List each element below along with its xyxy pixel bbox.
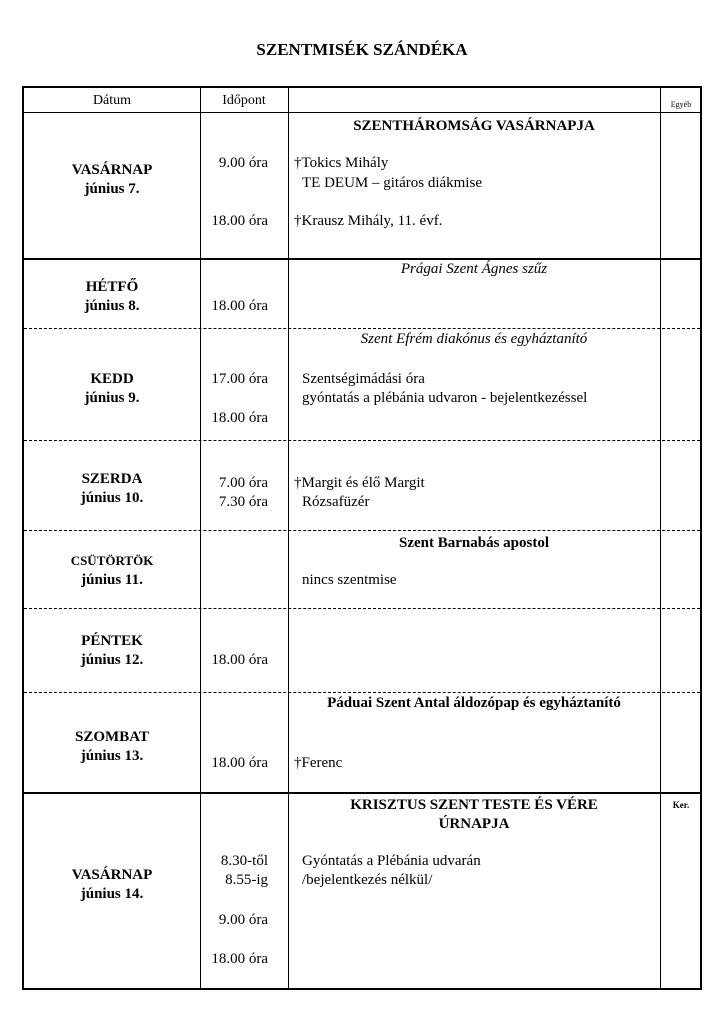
day-name: VASÁRNAP: [71, 867, 153, 883]
day-date: június 14.: [80, 886, 144, 902]
day-date: június 12.: [80, 652, 144, 668]
feast-title: Szent Efrém diakónus és egyháztanító: [360, 331, 588, 347]
day-name: KEDD: [90, 371, 134, 387]
day-date: június 13.: [80, 748, 144, 764]
feast-title-line2: ÚRNAPJA: [438, 816, 510, 832]
mass-time: 18.00 óra: [211, 755, 268, 771]
day-date: június 7.: [84, 181, 140, 197]
mass-time: 18.00 óra: [211, 213, 268, 229]
day-name: PÉNTEK: [81, 633, 143, 649]
mass-intention: †Krausz Mihály, 11. évf.: [294, 213, 443, 229]
mass-note: Gyóntatás a Plébánia udvarán: [302, 853, 481, 869]
feast-title: Szent Barnabás apostol: [398, 535, 550, 551]
mass-time: 18.00 óra: [211, 298, 268, 314]
row-divider: [24, 608, 700, 609]
day-name: SZOMBAT: [75, 729, 149, 745]
day-name: VASÁRNAP: [71, 162, 153, 178]
day-date: június 8.: [84, 298, 140, 314]
row-divider: [24, 792, 700, 794]
row-divider: [24, 692, 700, 693]
mass-intention: Szentségimádási óra: [302, 371, 425, 387]
row-divider: [24, 440, 700, 441]
mass-time: 8.55-ig: [225, 872, 268, 888]
mass-time: 8.30-től: [220, 853, 268, 869]
feast-title: KRISZTUS SZENT TESTE ÉS VÉRE: [350, 797, 598, 813]
mass-time: 18.00 óra: [211, 652, 268, 668]
feast-title: Páduai Szent Antal áldozópap és egyháztanító: [327, 695, 621, 711]
col-divider-other: [660, 88, 661, 988]
mass-intention: †Ferenc: [294, 755, 343, 771]
mass-time: 7.30 óra: [218, 494, 268, 510]
row-divider: [24, 530, 700, 531]
mass-time: 7.00 óra: [218, 475, 268, 491]
feast-title: SZENTHÁROMSÁG VASÁRNAPJA: [353, 118, 595, 134]
day-name: CSÜTÖRTÖK: [70, 553, 154, 568]
row-divider: [24, 328, 700, 329]
mass-note: nincs szentmise: [302, 572, 397, 588]
day-date: június 9.: [84, 390, 140, 406]
day-name: HÉTFŐ: [85, 279, 139, 295]
mass-time: 18.00 óra: [211, 951, 268, 967]
header-date: Dátum: [92, 93, 132, 108]
schedule-table: [22, 86, 702, 990]
mass-time: 18.00 óra: [211, 410, 268, 426]
mass-note: TE DEUM – gitáros diákmise: [302, 175, 482, 191]
header-time: Időpont: [222, 93, 266, 108]
mass-time: 17.00 óra: [211, 371, 268, 387]
mass-time: 9.00 óra: [218, 155, 268, 171]
mass-note: /bejelentkezés nélkül/: [302, 872, 433, 888]
mass-intention: Rózsafüzér: [302, 494, 370, 510]
mass-intention: †Margit és élő Margit: [294, 475, 425, 491]
day-name: SZERDA: [81, 471, 143, 487]
mass-intention: †Tokics Mihály: [294, 155, 389, 171]
day-date: június 10.: [80, 490, 144, 506]
mass-note: gyóntatás a plébánia udvaron - bejelentkezéssel: [302, 390, 588, 406]
header-divider: [24, 112, 700, 113]
page-title: SZENTMISÉK SZÁNDÉKA: [256, 40, 468, 59]
day-date: június 11.: [81, 572, 143, 588]
other-note: Ker.: [672, 800, 690, 810]
feast-title: Prágai Szent Ágnes szűz: [400, 261, 548, 277]
mass-time: 9.00 óra: [218, 912, 268, 928]
header-other: Egyéb: [670, 100, 692, 109]
